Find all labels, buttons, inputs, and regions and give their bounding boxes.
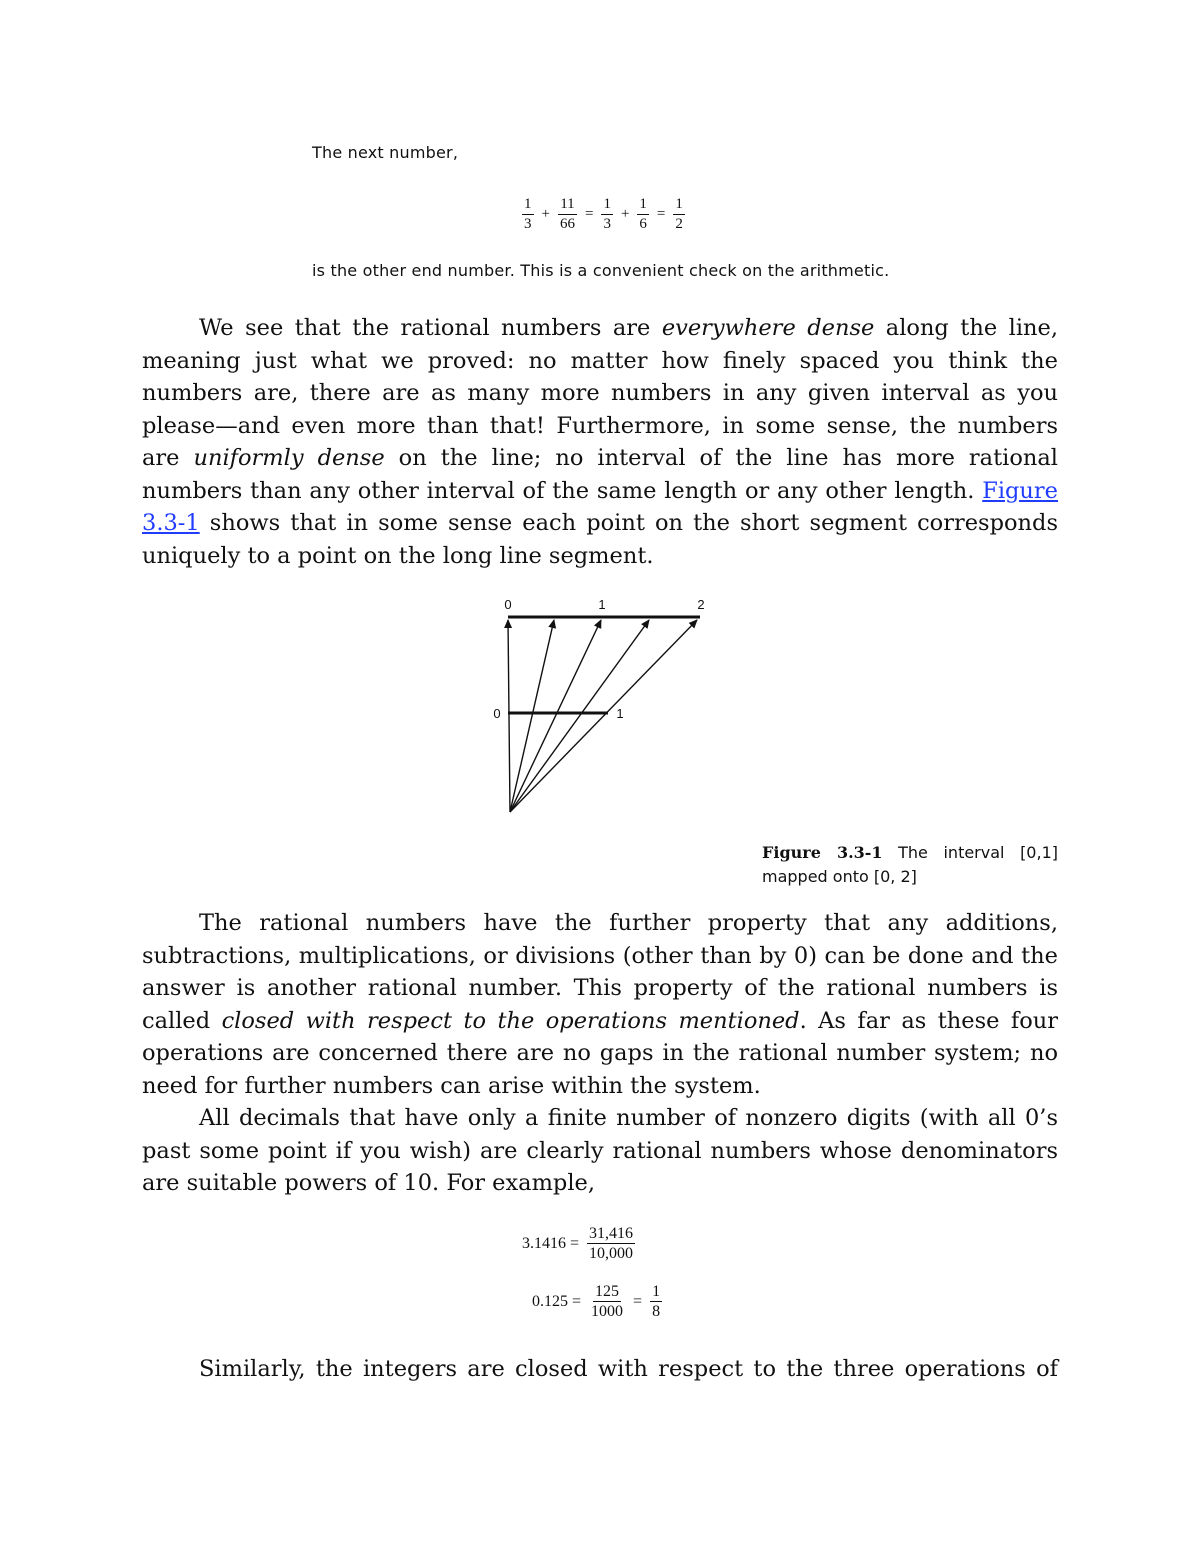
decimal-value: 0.125 [532, 1292, 568, 1310]
fraction [587, 1225, 635, 1262]
para-text: shows that in some sense each point on the short segment corresponds uniquely to a point on the long line segment. [142, 510, 1058, 569]
para-text: . As far as these four operations are concerned there are no gaps in the rational number system; no need for further numbers can arise within the system. [142, 1007, 1058, 1099]
figure-caption [762, 841, 1058, 889]
intro-text: The next number, [312, 143, 459, 162]
figure-link[interactable]: Figure 3.3-1 [142, 477, 1058, 536]
para-text: on the line; no interval of the line has more rational numbers than any other interval of the same length or any other length. [142, 445, 1058, 504]
mapping-arrow [510, 620, 697, 812]
operator: = [584, 206, 594, 222]
bottom-label-0: 0 [493, 706, 501, 721]
mapping-arrow [510, 620, 601, 812]
mapping-arrow [510, 620, 554, 812]
denominator: 3 [603, 216, 611, 232]
numerator: 1 [673, 196, 685, 215]
top-label-1: 1 [598, 597, 606, 612]
fraction [673, 196, 685, 233]
numerator: 11 [558, 196, 576, 215]
top-label-2: 2 [697, 597, 705, 612]
paragraph-dense [142, 312, 1058, 572]
operator: + [620, 206, 630, 222]
equation-sum-fractions [518, 196, 689, 233]
fraction [589, 1283, 625, 1320]
after-equation-text: is the other end number. This is a convenient check on the arithmetic. [312, 261, 890, 280]
fraction [601, 196, 613, 233]
numerator: 1 [601, 196, 613, 215]
mapping-arrow [510, 620, 649, 812]
equation-decimal-1 [522, 1225, 639, 1262]
para-text: We see that the rational numbers are [199, 315, 662, 341]
fraction [650, 1283, 662, 1320]
fraction [558, 196, 577, 233]
top-label-0: 0 [504, 597, 512, 612]
emphasis-term: closed with respect to the operations mentioned [221, 1007, 800, 1034]
numerator: 31,416 [589, 1225, 634, 1242]
mapping-arrow [508, 620, 510, 812]
operator: = [633, 1292, 643, 1310]
interval-mapping-figure [480, 590, 740, 825]
operator: = [572, 1292, 582, 1310]
fraction [637, 196, 649, 233]
emphasis-term: uniformly dense [193, 445, 385, 471]
para-text: Similarly, the integers are closed with respect to the three operations of [199, 1356, 1058, 1382]
denominator: 6 [639, 216, 647, 232]
decimal-value: 3.1416 [522, 1234, 566, 1252]
fraction [522, 196, 534, 233]
paragraph-integers [142, 1353, 1058, 1386]
denominator: 8 [652, 1303, 661, 1320]
denominator: 1000 [591, 1303, 624, 1320]
caption-text: The interval [0,1] mapped onto [0, 2] [762, 843, 1058, 886]
denominator: 66 [559, 216, 575, 232]
denominator: 3 [524, 216, 532, 232]
bottom-label-1: 1 [616, 706, 624, 721]
equation-decimal-2 [532, 1283, 666, 1320]
numerator: 1 [522, 196, 534, 215]
operator: = [656, 206, 666, 222]
denominator: 10,000 [589, 1245, 634, 1262]
paragraph-decimals: All decimals that have only a finite number of nonzero digits (with all 0’s past some point if you wish) are clearly rational numbers whose denominators are suitable powers of 10. For example, [142, 1105, 1058, 1196]
operator: + [541, 206, 550, 222]
para-text: The rational numbers have the further property that any additions, subtractions, multiplications, or divisions (other than by 0) can be done and the answer is another rational number. This property of the rational numbers is called [142, 910, 1058, 1034]
caption-label: Figure 3.3-1 [762, 843, 883, 862]
para-text: along the line, meaning just what we proved: no matter how finely spaced you think the numbers are, there are as many more numbers in any given interval as you please—and even more than that! Furthermore, in some sense, the numbers are [142, 315, 1058, 471]
numerator: 1 [637, 196, 649, 215]
emphasis-term: everywhere dense [661, 315, 875, 341]
paragraph-closed [142, 907, 1058, 1200]
operator: = [570, 1234, 580, 1252]
denominator: 2 [675, 216, 683, 232]
numerator: 1 [652, 1283, 661, 1300]
numerator: 125 [595, 1283, 620, 1300]
